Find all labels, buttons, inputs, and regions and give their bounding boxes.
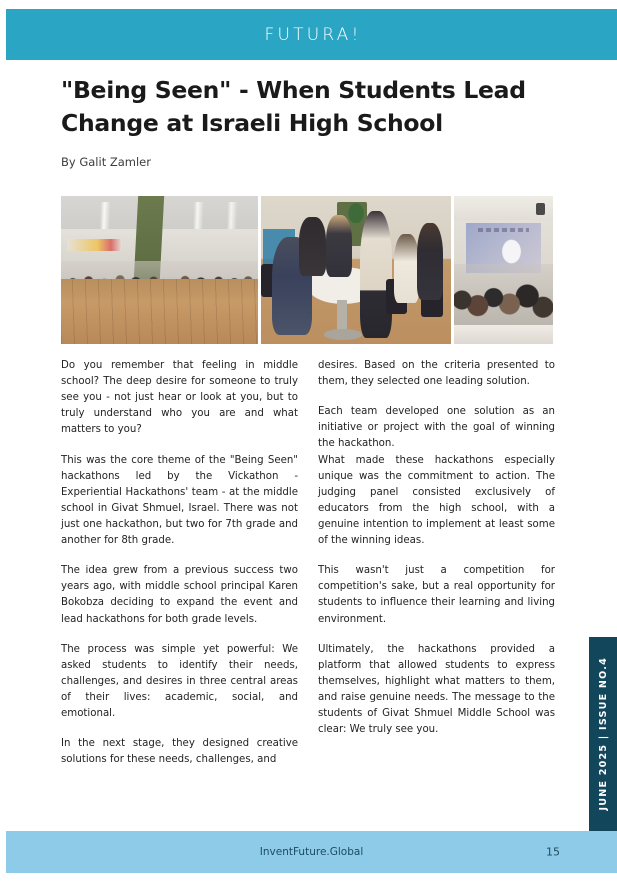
right-column: [318, 358, 555, 782]
paragraph: The process was simple yet powerful: We asked students to identify their needs, challenges, and desires in three central areas of their lives: academic, social, and emotional.: [61, 643, 298, 720]
photo-round-table-group: [261, 196, 451, 344]
paragraph: Do you remember that feeling in middle school? The deep desire for someone to truly see you - not just hear or look at you, but to truly understand who you are and what matters to you?: [61, 360, 298, 436]
student-figure: [417, 223, 444, 300]
article-header: [61, 74, 553, 169]
page-footer: [6, 831, 617, 873]
paragraph: This wasn't just a competition for competition's sake, but a real opportunity for students to influence their learning and living environment.: [318, 565, 555, 625]
table-stem: [337, 300, 347, 333]
masthead-title: FUTURA!: [264, 24, 362, 45]
article-body: [61, 358, 555, 782]
potted-plant: [345, 199, 368, 223]
paragraph: What made these hackathons especially unique was the commitment to action. The judging panel consisted exclusively of educators from the high school, with a genuine intention to implement at least some of the winning ideas.: [318, 454, 555, 547]
hall-wooden-floor: [61, 279, 258, 344]
article-byline: By Galit Zamler: [61, 154, 151, 169]
paragraph: This was the core theme of the "Being Seen" hackathons led by the Vickathon - Experiential Hackathons' team - at the middle school in Givat Shmuel, Israel. There was not just one hackathon, but two for 7th grade and another for 8th grade.: [61, 454, 298, 547]
paragraph: Ultimately, the hackathons provided a platform that allowed students to express themselves, highlight what matters to them, and raise genuine needs. The message to the students of Givat Shmuel Middle School was clear: We truly see you.: [318, 643, 555, 736]
paragraph: desires. Based on the criteria presented to them, they selected one leading solution.: [318, 360, 555, 388]
footer-site-label: InventFuture.Global: [259, 846, 364, 858]
student-figure: [360, 211, 392, 338]
screen-caption-text: [478, 228, 529, 232]
student-figure: [299, 217, 326, 276]
paragraph: In the next stage, they designed creative solutions for these needs, challenges, and: [61, 738, 298, 766]
issue-tab: [589, 637, 617, 831]
page-number: 15: [546, 845, 560, 859]
paragraph: Each team developed one solution as an initiative or project with the goal of winning the hackathon.: [318, 406, 555, 450]
left-column: [61, 358, 298, 782]
table-base: [324, 329, 362, 339]
student-figure: [394, 234, 419, 302]
photo-classroom-presentation: [454, 196, 553, 344]
hall-wall-banner: [67, 239, 122, 251]
student-figure: [326, 215, 353, 277]
page-title: "Being Seen" - When Students Lead Change at Israeli High School: [61, 76, 526, 138]
photo-strip: [61, 196, 553, 344]
paragraph: The idea grew from a previous success two years ago, with middle school principal Karen Bokobza deciding to expand the event and lead hackathons for both grade levels.: [61, 565, 298, 625]
screen-projected-image: [500, 237, 523, 266]
classroom-desks: [454, 325, 553, 344]
issue-tab-label: JUNE 2025 | ISSUE NO.4: [597, 657, 609, 811]
projector-unit: [536, 203, 545, 215]
masthead-banner: [6, 9, 617, 60]
photo-school-hall: [61, 196, 258, 344]
